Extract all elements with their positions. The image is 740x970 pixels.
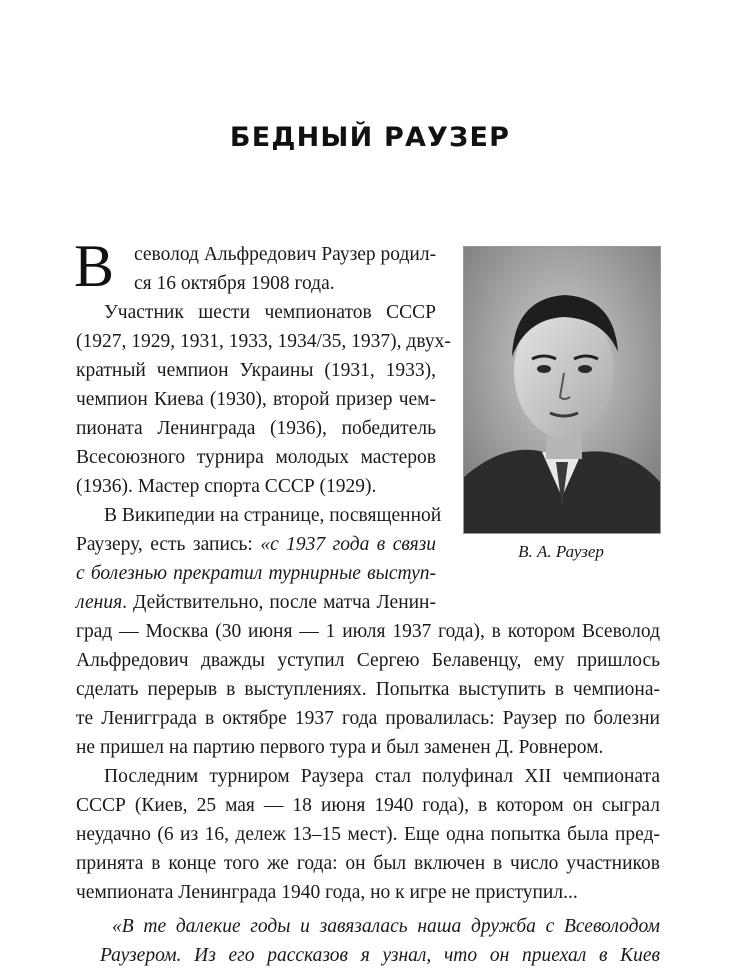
chapter-title: БЕДНЫЙ РАУЗЕР bbox=[229, 122, 511, 153]
text-line: чемпион Киева (1930), второй призер чем- bbox=[76, 389, 436, 410]
text-line: неудачно (6 из 16, дележ 13–15 мест). Еще одна попытка была пред- bbox=[76, 824, 660, 845]
text-line: сделать перерыв в выступлениях. Попытка выступить в чемпиона- bbox=[76, 679, 660, 700]
text-line: Участник шести чемпионатов СССР bbox=[104, 302, 436, 323]
drop-cap-letter: В bbox=[74, 233, 115, 299]
text-line: град — Москва (30 июня — 1 июля 1937 года), в котором Всеволод bbox=[76, 621, 660, 642]
italic-quote: «с 1937 года в связи bbox=[260, 534, 437, 555]
quote-line: «В те далекие годы и завязалась наша дружба с Всеволодом bbox=[112, 916, 660, 937]
text-line-italic: с болезнью прекратил турнирные выступ- bbox=[76, 563, 436, 584]
text-line bbox=[76, 530, 436, 559]
text-line: Альфредович дважды уступил Сергею Белавенцу, ему пришлось bbox=[76, 650, 660, 671]
portrait-illustration bbox=[464, 247, 660, 533]
text-line: (1927, 1929, 1931, 1933, 1934/35, 1937), двух- bbox=[76, 331, 451, 352]
text-line: Последним турниром Раузера стал полуфинал XII чемпионата bbox=[104, 766, 660, 787]
text-line: принята в конце того же года: он был включен в число участников bbox=[76, 853, 660, 874]
text-line: чемпионата Ленинграда 1940 года, но к игре не приступил... bbox=[76, 882, 578, 903]
text-line bbox=[76, 588, 436, 617]
quote-line: Раузером. Из его рассказов я узнал, что он приехал в Киев bbox=[100, 945, 660, 966]
text-line: СССР (Киев, 25 мая — 18 июня 1940 года), в котором он сыграл bbox=[76, 795, 660, 816]
text-line: пионата Ленинграда (1936), победитель bbox=[76, 418, 436, 439]
text-span: Раузеру, есть запись: bbox=[76, 534, 261, 555]
italic-quote: ления bbox=[76, 592, 123, 613]
text-line: ся 16 октября 1908 года. bbox=[134, 273, 335, 294]
photo-caption: В. А. Раузер bbox=[518, 542, 604, 561]
text-line: не пришел на партию первого тура и был заменен Д. Ровнером. bbox=[76, 737, 604, 758]
text-line: те Ленигграда в октябре 1937 года провалилась: Раузер по болезни bbox=[76, 708, 660, 729]
text-line: В Википедии на странице, посвященной bbox=[104, 505, 442, 526]
portrait-photo bbox=[463, 246, 661, 534]
text-line: кратный чемпион Украины (1931, 1933), bbox=[76, 360, 436, 381]
text-line: севолод Альфредович Раузер родил- bbox=[134, 244, 437, 265]
text-span: . Действительно, после матча Ленин- bbox=[122, 592, 436, 613]
text-line: Всесоюзного турнира молодых мастеров bbox=[76, 447, 436, 468]
text-line: (1936). Мастер спорта СССР (1929). bbox=[76, 476, 377, 497]
